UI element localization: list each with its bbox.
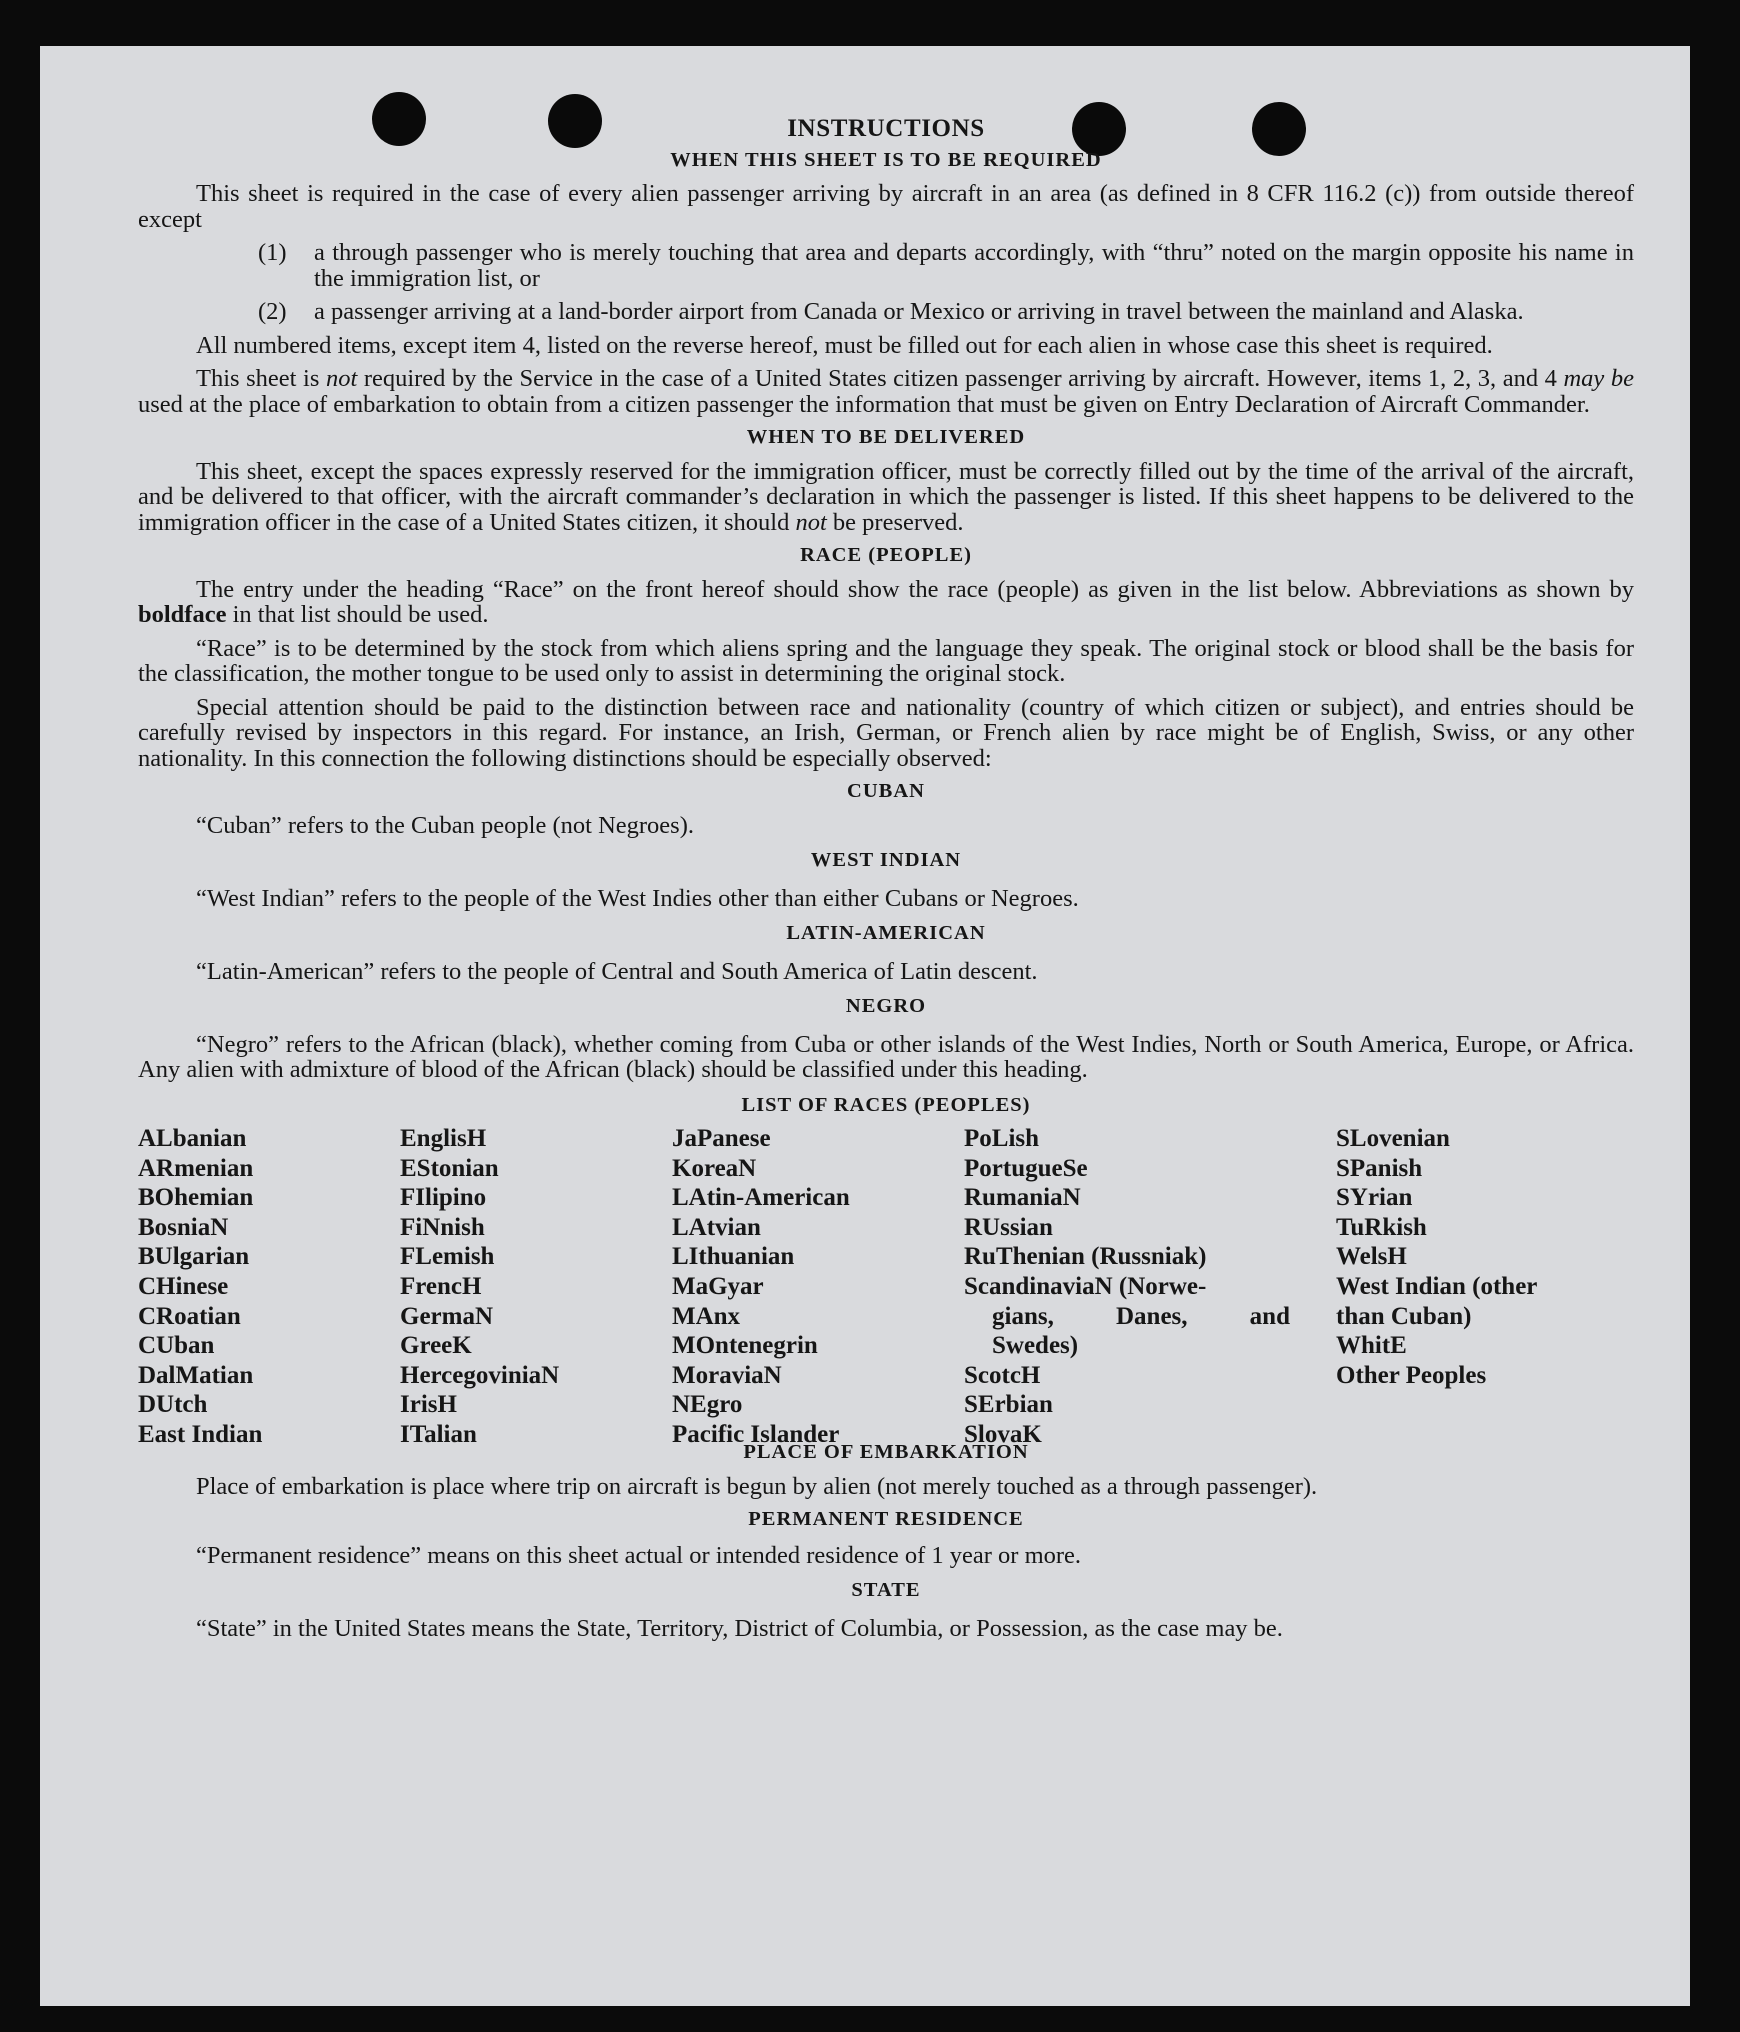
exception-item-1: (1) a through passenger who is merely touching that area and departs accordingly, with “thru” noted on the margin opposite his name in the immigration list, or [258, 239, 1634, 292]
heading-permanent-residence: PERMANENT RESIDENCE [748, 1508, 1024, 1530]
race-item: CHinese [138, 1272, 229, 1300]
race-item: LIthuanian [672, 1243, 795, 1271]
race-item: ScandinaviaN (Norwe- [964, 1272, 1207, 1300]
race-item: WhitE [1336, 1332, 1407, 1360]
heading-race: RACE (PEOPLE) [800, 544, 972, 566]
paragraph-all-items: All numbered items, except item 4, listed on the reverse hereof, must be filled out for each alien in whose case this sheet is required. [196, 331, 1493, 359]
race-item: ITalian [400, 1420, 477, 1448]
race-item: BosniaN [138, 1213, 229, 1241]
race-item: JaPanese [672, 1125, 771, 1152]
heading-cuban: CUBAN [847, 780, 925, 802]
paragraph-race-stock: “Race” is to be determined by the stock from which aliens spring and the language they speak. The original stock or blood shall be the basis for the classification, the mother tongue to be used only to assist in determining the original stock. [138, 634, 1634, 687]
race-item: SErbian [964, 1391, 1053, 1419]
race-item: ScotcH [964, 1361, 1041, 1389]
paragraph-required-intro: This sheet is required in the case of every alien passenger arriving by aircraft in an area (as defined in 8 CFR 116.2 (c)) from outside thereof except [138, 180, 1634, 233]
exception-item-2: (2) a passenger arriving at a land-border airport from Canada or Mexico or arriving in travel between the mainland and Alaska. [258, 298, 1524, 325]
race-column-2 [400, 1124, 559, 1450]
race-item: FiNnish [400, 1213, 485, 1241]
race-item: GreeK [400, 1332, 472, 1360]
paragraph-cuban: “Cuban” refers to the Cuban people (not Negroes). [196, 811, 694, 839]
race-list [138, 1124, 1634, 1448]
race-item: CUban [138, 1332, 215, 1360]
race-item: SlovaK [964, 1420, 1042, 1448]
race-item: BOhemian [138, 1184, 254, 1212]
paragraph-state: “State” in the United States means the State, Territory, District of Columbia, or Possession, as the case may be. [196, 1614, 1283, 1642]
paragraph-delivered: This sheet, except the spaces expressly reserved for the immigration officer, must be correctly filled out by the time of the arrival of the aircraft, and be delivered to that officer, with the aircraft commander’s declaration in which the passenger is listed. If this sheet happens to be delivered to the immigration officer in the case of a United States citizen, it should not be preserved. [138, 457, 1634, 536]
heading-latin-american: LATIN-AMERICAN [786, 922, 986, 944]
race-item: ARmenian [138, 1154, 254, 1182]
race-item: PoLish [964, 1125, 1040, 1152]
paragraph-race-nationality: Special attention should be paid to the distinction between race and nationality (country of which citizen or subject), and entries should be carefully revised by inspectors in this regard. For instance, an Irish, German, or French alien by race might be of English, Swiss, or any other nationality. In this connection the following distinctions should be especially observed: [138, 693, 1634, 772]
race-column-5 [1336, 1124, 1537, 1390]
race-item: CRoatian [138, 1302, 241, 1330]
race-column-1 [138, 1124, 262, 1450]
heading-state: STATE [851, 1579, 921, 1601]
race-item: Pacific Islander [672, 1420, 840, 1448]
race-item: IrisH [400, 1391, 457, 1419]
race-item: SYrian [1336, 1184, 1413, 1212]
race-item: DUtch [138, 1391, 208, 1419]
heading-place-of-embarkation: PLACE OF EMBARKATION [743, 1441, 1029, 1463]
paragraph-residence: “Permanent residence” means on this sheet actual or intended residence of 1 year or more. [196, 1541, 1082, 1569]
race-item: MOntenegrin [672, 1332, 818, 1360]
race-item: ALbanian [138, 1125, 247, 1152]
race-column-3 [672, 1124, 850, 1450]
race-item: LAtin-American [672, 1184, 850, 1212]
race-item-continuation: Swedes) [992, 1332, 1079, 1360]
paragraph-negro: “Negro” refers to the African (black), whether coming from Cuba or other islands of the West Indies, North or South America, Europe, or Africa. Any alien with admixture of blood of the African (black) should be classified under this heading. [138, 1030, 1634, 1083]
paragraph-latin-american: “Latin-American” refers to the people of Central and South America of Latin descent. [196, 957, 1038, 985]
race-item: LAtvian [672, 1213, 761, 1241]
race-item: than Cuban) [1336, 1302, 1472, 1330]
race-item: East Indian [138, 1420, 263, 1448]
race-item: GermaN [400, 1302, 494, 1330]
race-item: MaGyar [672, 1272, 764, 1300]
race-item: WelsH [1336, 1243, 1407, 1271]
race-item: HercegoviniaN [400, 1361, 560, 1389]
race-item: TuRkish [1336, 1213, 1427, 1241]
race-item: RUssian [964, 1213, 1053, 1241]
race-item: MAnx [672, 1302, 741, 1330]
heading-when-required: WHEN THIS SHEET IS TO BE REQUIRED [670, 148, 1102, 171]
race-item: BUlgarian [138, 1243, 250, 1271]
heading-west-indian: WEST INDIAN [810, 849, 962, 871]
race-item: DalMatian [138, 1361, 254, 1389]
paragraph-race-entry: The entry under the heading “Race” on the front hereof should show the race (people) as given in the list below. Abbreviations as shown by boldface in that list should be used. [138, 575, 1634, 628]
instructions-body [138, 116, 1634, 1641]
race-item: SLovenian [1336, 1125, 1450, 1152]
race-item: RuThenian (Russniak) [964, 1243, 1207, 1271]
race-item: FLemish [400, 1243, 495, 1271]
race-item: NEgro [672, 1391, 743, 1419]
race-item: FrencH [400, 1272, 482, 1300]
paragraph-west-indian: “West Indian” refers to the people of the West Indies other than either Cubans or Negroes. [196, 884, 1079, 912]
race-item: MoraviaN [672, 1361, 782, 1389]
race-item: KoreaN [672, 1154, 757, 1182]
race-item: SPanish [1336, 1154, 1423, 1182]
paragraph-citizen: This sheet is not required by the Service in the case of a United States citizen passenger arriving by aircraft. However, items 1, 2, 3, and 4 may be used at the place of embarkation to obtain from a citizen passenger the information that must be given on Entry Declaration of Aircraft Commander. [138, 365, 1634, 418]
race-item-continuation: gians, Danes, and [992, 1302, 1290, 1330]
heading-negro: NEGRO [845, 995, 927, 1017]
paragraph-embarkation: Place of embarkation is place where trip on aircraft is begun by alien (not merely touched as a through passenger). [196, 1472, 1318, 1500]
race-item: EnglisH [400, 1125, 487, 1152]
race-item: FIlipino [400, 1184, 487, 1212]
race-column-4 [964, 1124, 1290, 1450]
race-item: Other Peoples [1336, 1361, 1487, 1389]
race-item: RumaniaN [964, 1184, 1081, 1212]
race-item: EStonian [400, 1154, 499, 1182]
page-title: INSTRUCTIONS [787, 115, 985, 142]
race-item: West Indian (other [1336, 1272, 1538, 1300]
heading-list-of-races: LIST OF RACES (PEOPLES) [741, 1093, 1031, 1116]
document-page [40, 46, 1690, 2006]
race-item: PortugueSe [964, 1154, 1088, 1182]
heading-when-delivered: WHEN TO BE DELIVERED [746, 426, 1026, 448]
